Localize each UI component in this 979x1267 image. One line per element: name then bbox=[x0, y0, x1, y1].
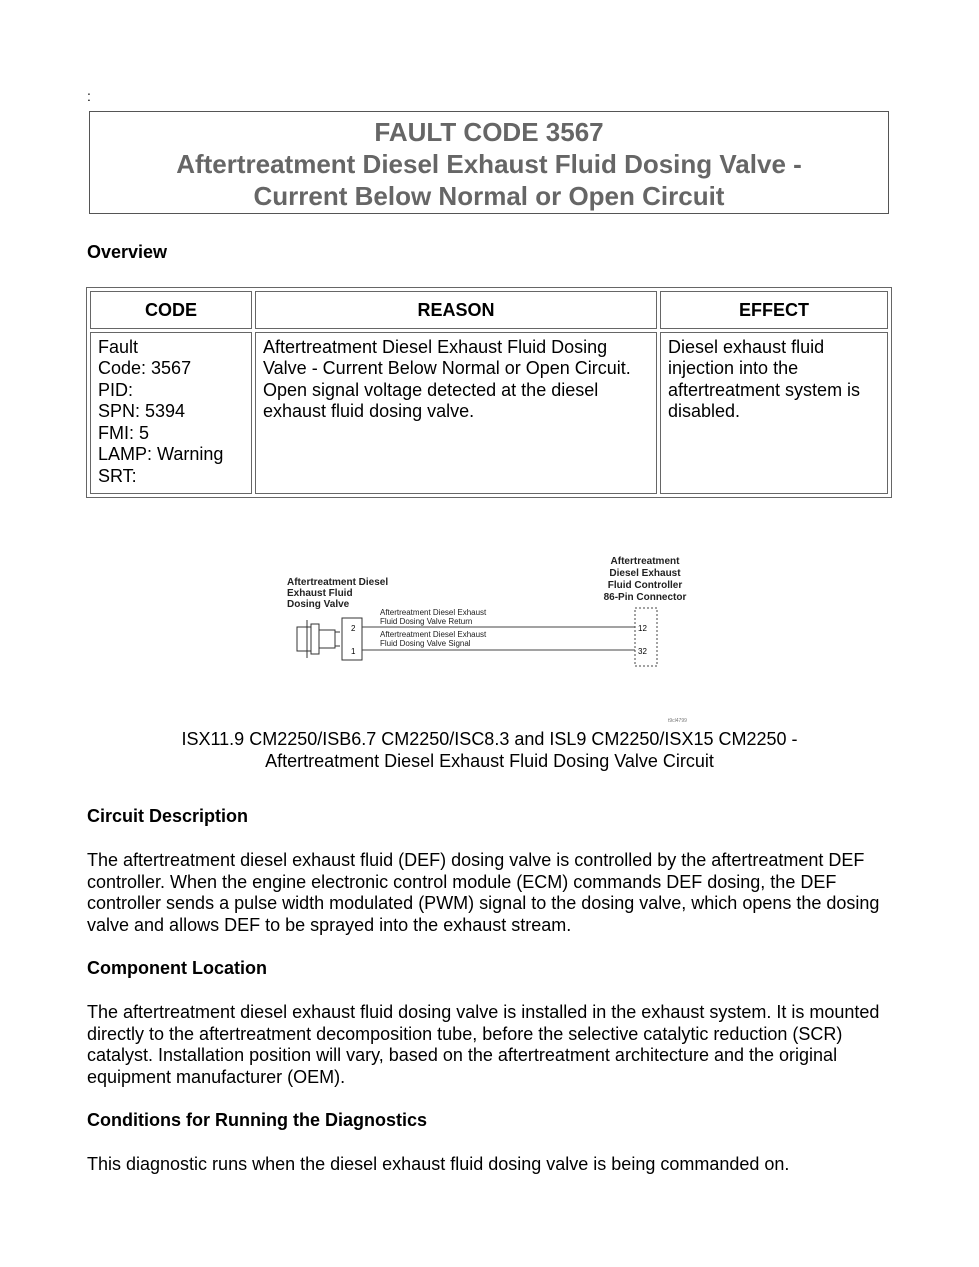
valve-label-line2: Exhaust Fluid bbox=[287, 588, 353, 599]
circuit-description-text: The aftertreatment diesel exhaust fluid (DEF) dosing valve is controlled by the aftertreatment DEF controller. When the engine electronic control module (ECM) commands DEF dosing, the DEF controller sends a pulse width modulated (PWM) signal to the dosing valve, which opens the dosing valve and allows DEF to be sprayed into the exhaust stream. bbox=[87, 850, 880, 935]
caption-line1: ISX11.9 CM2250/ISB6.7 CM2250/ISC8.3 and ISL9 CM2250/ISX15 CM2250 - bbox=[181, 729, 798, 749]
circuit-diagram bbox=[285, 552, 705, 727]
caption-line2: Aftertreatment Diesel Exhaust Fluid Dosing Valve Circuit bbox=[265, 750, 714, 771]
valve-label-line1: Aftertreatment Diesel bbox=[287, 577, 389, 588]
code-line: PID: bbox=[98, 379, 134, 400]
pin-label-right-bottom: 32 bbox=[638, 647, 647, 656]
code-line: Fault bbox=[98, 336, 139, 357]
wire-signal-label-line2: Fluid Dosing Valve Signal bbox=[380, 639, 471, 648]
fault-title-box bbox=[89, 111, 889, 214]
pin-label-left-top: 2 bbox=[351, 624, 356, 633]
component-location-heading: Component Location bbox=[87, 958, 267, 978]
code-line: SPN: 5394 bbox=[98, 401, 186, 421]
conditions-text: This diagnostic runs when the diesel exhaust fluid dosing valve is being commanded on. bbox=[87, 1154, 790, 1174]
effect-cell: Diesel exhaust fluid injection into the aftertreatment system is disabled. bbox=[660, 332, 888, 494]
conditions-heading: Conditions for Running the Diagnostics bbox=[87, 1110, 427, 1130]
component-location-text: The aftertreatment diesel exhaust fluid dosing valve is installed in the exhaust system. It is mounted directly to the aftertreatment decomposition tube, before the selective catalytic reduction (SCR) catalyst. Installation position will vary, based on the aftertreatment architecture and the original equipment manufacturer (OEM). bbox=[87, 1002, 880, 1087]
pin-label-right-top: 12 bbox=[638, 624, 647, 633]
table-row bbox=[90, 332, 888, 494]
code-cell bbox=[90, 332, 252, 494]
reason-cell: Aftertreatment Diesel Exhaust Fluid Dosing Valve - Current Below Normal or Open Circuit. Open signal voltage detected at the diesel exhaust fluid dosing valve. bbox=[255, 332, 657, 494]
code-line: FMI: 5 bbox=[98, 422, 150, 443]
figure-id: t9cl4799 bbox=[668, 718, 687, 724]
wire-return-label-line2: Fluid Dosing Valve Return bbox=[380, 617, 473, 626]
overview-heading: Overview bbox=[87, 242, 168, 262]
valve-label-line3: Dosing Valve bbox=[287, 599, 350, 610]
controller-label-line2: Diesel Exhaust bbox=[609, 568, 681, 579]
circuit-description-heading: Circuit Description bbox=[87, 806, 249, 826]
figure-caption bbox=[0, 729, 979, 772]
code-line: SRT: bbox=[98, 465, 137, 486]
controller-label-line1: Aftertreatment bbox=[610, 556, 680, 567]
fault-title-line3: Current Below Normal or Open Circuit bbox=[253, 181, 725, 211]
controller-label-line4: 86-Pin Connector bbox=[603, 592, 687, 603]
fault-code-title: FAULT CODE 3567 bbox=[374, 117, 604, 147]
overview-table bbox=[86, 287, 892, 498]
fault-title-line2: Aftertreatment Diesel Exhaust Fluid Dosing Valve - bbox=[176, 149, 802, 179]
wire-return-label-line1: Aftertreatment Diesel Exhaust bbox=[380, 608, 487, 617]
dosing-valve-icon bbox=[297, 620, 340, 658]
column-header-effect: EFFECT bbox=[660, 291, 888, 329]
column-header-reason: REASON bbox=[255, 291, 657, 329]
code-line: LAMP: Warning bbox=[98, 444, 224, 464]
pin-label-left-bottom: 1 bbox=[351, 647, 356, 656]
wire-signal-label-line1: Aftertreatment Diesel Exhaust bbox=[380, 630, 487, 639]
controller-label-line3: Fluid Controller bbox=[607, 580, 683, 591]
controller-connector bbox=[635, 608, 657, 666]
header-colon: : bbox=[87, 88, 91, 104]
column-header-code: CODE bbox=[90, 291, 252, 329]
code-line: Code: 3567 bbox=[98, 358, 192, 378]
